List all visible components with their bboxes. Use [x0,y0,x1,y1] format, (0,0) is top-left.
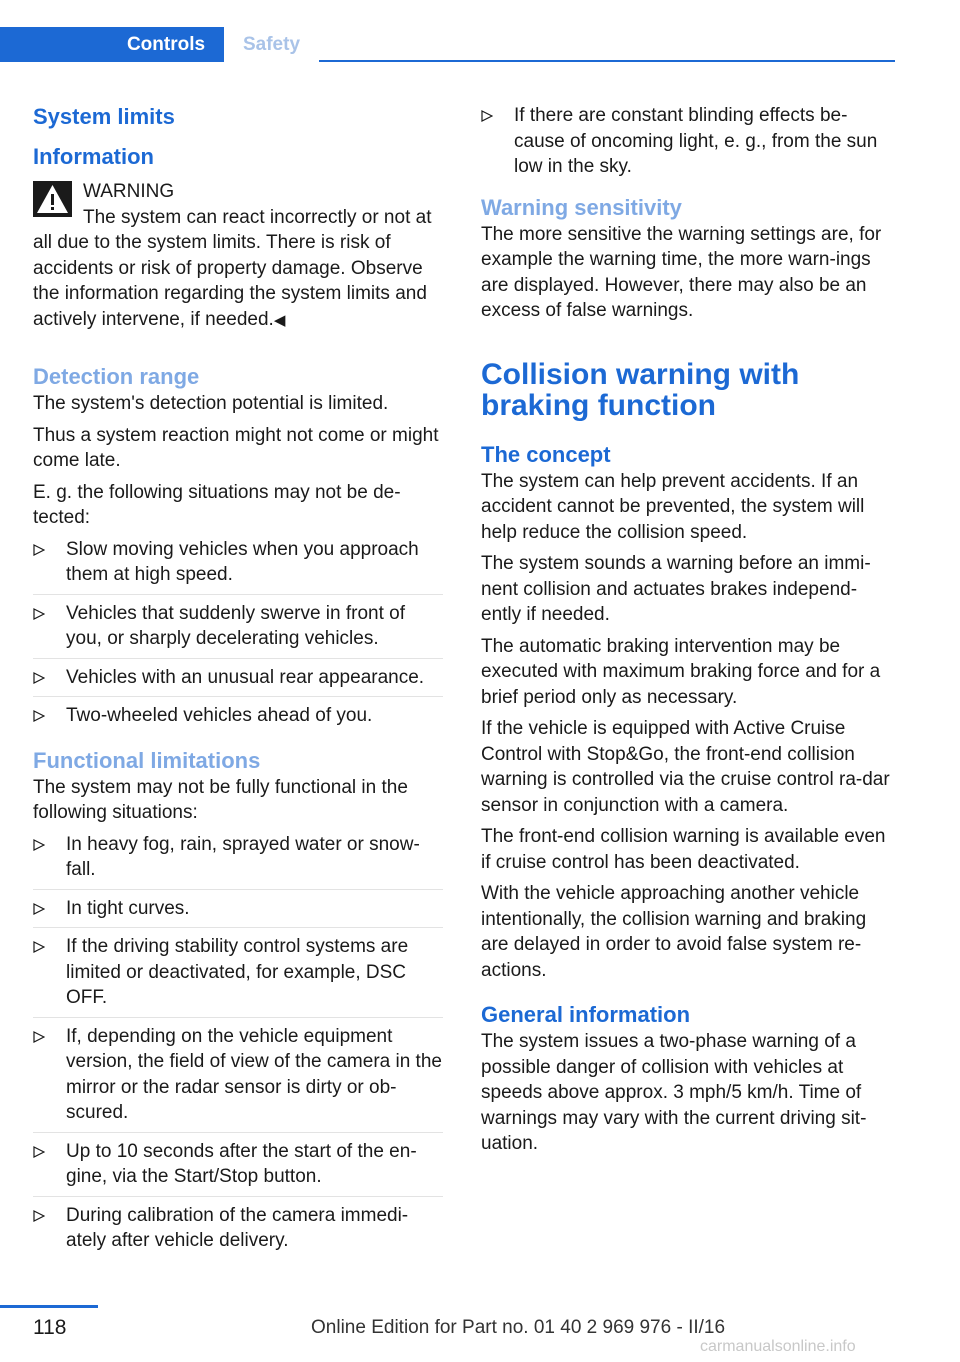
concept-paragraph-5: The front-end collision warning is available even if cruise control has been deactivated. [481,826,886,873]
warning-text: The system can react incorrectly or not at all due to the system limits. There is risk of accidents or risk of property damage. Observe the information regarding the system limits and actively intervene, if needed.◀ [33,206,432,330]
blinding-list [481,103,896,186]
page-number: 118 [33,1316,67,1339]
heading-the-concept: The concept [481,441,611,467]
triangle-bullet-icon [33,1210,45,1222]
list-item: In tight curves. [33,896,443,929]
triangle-bullet-icon [33,608,45,620]
detection-paragraph-2: Thus a system reaction might not come or might come late. [33,424,439,471]
triangle-bullet-icon [33,710,45,722]
tab-controls[interactable]: Controls [0,27,224,62]
warning-triangle-icon [33,181,72,217]
warning-block [33,179,443,333]
list-item: In heavy fog, rain, sprayed water or snow‐fall. [33,832,443,890]
heading-collision-warning: Collision warning with braking function [481,357,800,422]
warning-title: WARNING [83,181,175,202]
tab-safety[interactable]: Safety [224,27,319,62]
triangle-bullet-icon [481,110,493,122]
heading-information: Information [33,144,154,169]
end-mark-icon: ◀ [273,311,286,329]
general-paragraph-1: The system issues a two-phase warning of a possible danger of collision with vehicles at speeds above approx. 3 mph/5 km/h. Time of warnings may vary with the current driving sit‐uation. [481,1031,867,1154]
footer-accent-line [0,1305,98,1308]
heading-warning-sensitivity: Warning sensitivity [481,194,682,220]
edition-text: Online Edition for Part no. 01 40 2 969 976 - II/16 [311,1317,726,1338]
concept-paragraph-4: If the vehicle is equipped with Active Cruise Control with Stop&Go, the front-end collision warning is controlled via the cruise control ra‐dar sensor in conjunction with a camera. [481,718,890,816]
heading-general-information: General information [481,1002,691,1027]
triangle-bullet-icon [33,903,45,915]
concept-paragraph-3: The automatic braking intervention may be executed with maximum braking force and for a brief period only as necessary. [481,635,881,708]
watermark: carmanualsonline.info [700,1338,856,1355]
triangle-bullet-icon [33,672,45,684]
triangle-bullet-icon [33,1031,45,1043]
triangle-bullet-icon [33,941,45,953]
list-item: If there are constant blinding effects be‐cause of oncoming light, e. g., from the sun low in the sky. [481,103,896,186]
heading-system-limits: System limits [33,104,175,129]
sensitivity-paragraph-1: The more sensitive the warning settings are, for example the warning time, the more warn‐ings are displayed. However, there may also be an excess of false warnings. [481,223,882,321]
concept-paragraph-1: The system can help prevent accidents. If an accident cannot be prevented, the system will help reduce the collision speed. [481,470,865,543]
triangle-bullet-icon [33,1146,45,1158]
triangle-bullet-icon [33,544,45,556]
detection-list [33,537,443,735]
list-item: If, depending on the vehicle equipment version, the field of view of the camera in the mirror or the radar sensor is dirty or ob‐scured. [33,1024,443,1133]
list-item: Slow moving vehicles when you approach them at high speed. [33,537,443,595]
triangle-bullet-icon [33,839,45,851]
concept-paragraph-6: With the vehicle approaching another vehicle intentionally, the collision warning and braking are delayed in order to avoid false system re‐actions. [481,883,867,981]
detection-paragraph-1: The system's detection potential is limited. [33,393,389,414]
detection-paragraph-3: E. g. the following situations may not be de‐tected: [33,481,401,528]
concept-paragraph-2: The system sounds a warning before an immi‐nent collision and actuates brakes independ‐ently if needed. [481,553,871,625]
left-column [33,100,443,1266]
list-item: Two-wheeled vehicles ahead of you. [33,703,443,735]
heading-detection-range: Detection range [33,364,200,389]
list-item: Vehicles that suddenly swerve in front of you, or sharply decelerating vehicles. [33,601,443,659]
list-item: Vehicles with an unusual rear appearance. [33,665,443,698]
functional-list [33,832,443,1260]
list-item: Up to 10 seconds after the start of the en‐gine, via the Start/Stop button. [33,1139,443,1197]
list-item: During calibration of the camera immedi‐ately after vehicle delivery. [33,1203,443,1260]
functional-paragraph-1: The system may not be fully functional in the following situations: [33,776,408,823]
right-column [481,100,896,1163]
list-item: If the driving stability control systems are limited or deactivated, for example, DSC OFF. [33,934,443,1018]
heading-functional-limitations: Functional limitations [33,747,261,773]
header-tabbar [0,0,895,62]
